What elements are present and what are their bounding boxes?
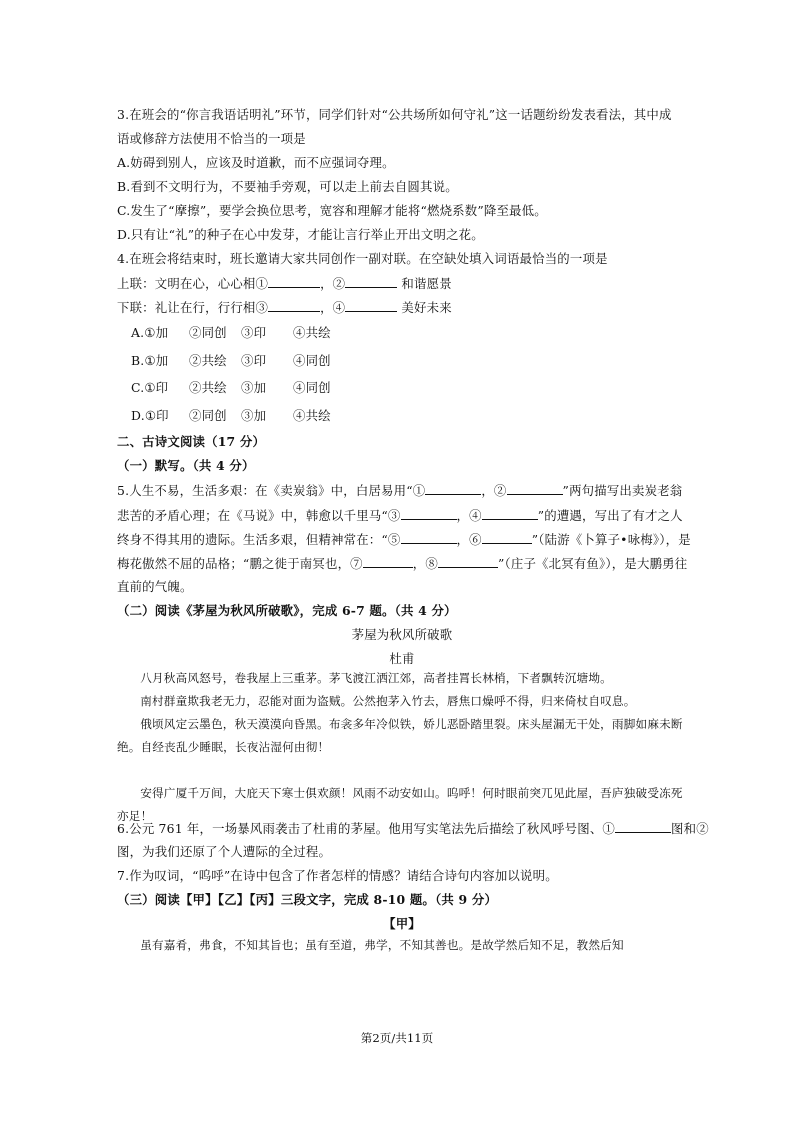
passage-jia-text: 虽有嘉肴，弗食，不知其旨也；虽有至道，弗学，不知其善也。是故学然后知不足，教然后知 [140, 938, 624, 952]
blank-1[interactable] [268, 275, 320, 288]
blank-5-5[interactable] [401, 531, 457, 544]
q5-line2: 悲苦的矛盾心理；在《马说》中，韩愈以千里马“③ ，④ ”的遭遇，写出了有才之人 [117, 508, 683, 523]
blank-6-1[interactable] [615, 820, 671, 833]
q5-line5: 直前的气魄。 [117, 579, 193, 594]
blank-5-1[interactable] [425, 482, 481, 495]
blank-5-6[interactable] [482, 531, 532, 544]
poem-stanza-4: 安得广厦千万间，大庇天下寒士俱欢颜！风雨不动安如山。呜呼！何时眼前突兀见此屋，吾庐独破受冻死亦足！ [117, 786, 683, 823]
q4-lower-text-c: 美好未来 [397, 300, 452, 315]
q3-stem-line1: 3.在班会的“你言我语话明礼”环节，同学们针对“公共场所如何守礼”这一话题纷纷发表看法，其中成 [117, 107, 672, 122]
q4-lower-couplet [117, 299, 687, 316]
q5-line1: 5.人生不易，生活多艰：在《卖炭翁》中，白居易用“① ，② ”两句描写出卖炭老翁 [117, 483, 683, 498]
q4-upper-text-a: 上联：文明在心，心心相① [117, 276, 269, 291]
q4-option-c: C.①印 ②共绘 ③加 ④同创 [131, 380, 331, 395]
blank-5-2[interactable] [507, 482, 563, 495]
q4-lower-text-b: ，④ [320, 300, 346, 315]
blank-3[interactable] [268, 299, 320, 312]
q3-option-b: B.看到不文明行为，不要袖手旁观，可以走上前去自圆其说。 [117, 179, 458, 194]
q3-option-c: C.发生了“摩擦”，要学会换位思考，宽容和理解才能将“燃烧系数”降至最低。 [117, 203, 547, 218]
q3-option-a: A.妨碍到别人，应该及时道歉，而不应强词夺理。 [117, 155, 395, 170]
poem-author: 杜甫 [389, 651, 415, 666]
q5-line3: 终身不得其用的遗际。生活多艰，但精神常在：“⑤ ，⑥ ”（陆游《卜算子•咏梅》），是 [117, 532, 691, 547]
poem-title: 茅屋为秋风所破歌 [351, 627, 453, 642]
q4-upper-couplet [117, 275, 687, 292]
poem-stanza-1: 八月秋高风怒号，卷我屋上三重茅。茅飞渡江洒江郊，高者挂罥长林梢，下者飘转沉塘坳。 [140, 671, 612, 685]
poem-stanza-2: 南村群童欺我老无力，忍能对面为盗贼。公然抱茅入竹去，唇焦口燥呼不得，归来倚杖自叹息。 [140, 694, 636, 708]
poem-stanza-3: 俄顷风定云墨色，秋天漠漠向昏黑。布衾多年冷似铁，娇儿恶卧踏里裂。床头屋漏无干处，雨脚如麻未断绝。自经丧乱少睡眠，长夜沾湿何由彻！ [117, 717, 683, 754]
q4-lower-text-a: 下联：礼让在行，行行相③ [117, 300, 269, 315]
passage-jia-label: 【甲】 [383, 916, 421, 931]
subsection-1-title: （一）默写。（共 4 分） [117, 458, 255, 473]
q4-upper-text-b: ，② [320, 276, 346, 291]
q4-stem: 4.在班会将结束时，班长邀请大家共同创作一副对联。在空缺处填入词语最恰当的一项是 [117, 251, 608, 266]
q3-stem-line2: 语或修辞方法使用不恰当的一项是 [117, 131, 306, 146]
section-title: 二、古诗文阅读（17 分） [117, 434, 266, 449]
subsection-3-title: （三）阅读【甲】【乙】【丙】三段文字，完成 8-10 题。（共 9 分） [117, 892, 498, 907]
q4-option-d: D.①印 ②同创 ③加 ④共绘 [131, 408, 331, 423]
blank-2[interactable] [345, 275, 397, 288]
q3-option-d: D.只有让“礼”的种子在心中发芽，才能让言行举止开出文明之花。 [117, 227, 484, 242]
q5-line4: 梅花傲然不屈的品格；“鹏之徙于南冥也，⑦ ，⑧ ”（庄子《北冥有鱼》），是大鹏勇往 [117, 556, 688, 571]
blank-5-7[interactable] [363, 555, 413, 568]
subsection-2-title: （二）阅读《茅屋为秋风所破歌》，完成 6-7 题。（共 4 分） [117, 603, 457, 618]
q6-line1: 6.公元 761 年，一场暴风雨袭击了杜甫的茅屋。他用写实笔法先后描绘了秋风呼号图、① 图和② [117, 821, 709, 836]
blank-5-4[interactable] [482, 507, 538, 520]
page-footer: 第2页/共11页 [360, 1031, 434, 1045]
blank-4[interactable] [345, 299, 397, 312]
q7-stem: 7.作为叹词，“呜呼”在诗中包含了作者怎样的情感？请结合诗句内容加以说明。 [117, 868, 558, 883]
q4-option-a: A.①加 ②同创 ③印 ④共绘 [131, 325, 331, 340]
q4-upper-text-c: 和谐愿景 [397, 276, 452, 291]
q4-option-b: B.①加 ②共绘 ③印 ④同创 [131, 353, 331, 368]
q6-line2: 图，为我们还原了个人遭际的全过程。 [117, 844, 332, 859]
blank-5-3[interactable] [401, 507, 457, 520]
blank-5-8[interactable] [438, 555, 498, 568]
